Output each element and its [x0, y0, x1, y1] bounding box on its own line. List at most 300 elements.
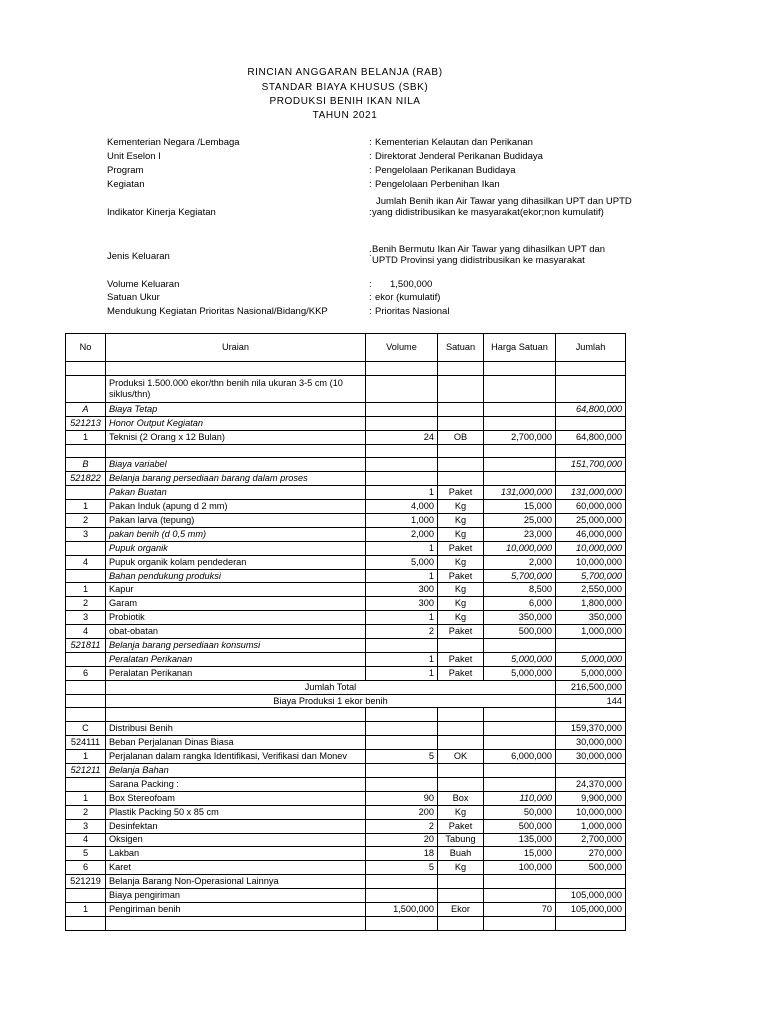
cell-uraian: Jumlah Total: [106, 680, 556, 694]
cell-uraian: Peralatan Perikanan: [106, 666, 366, 680]
cell-no: 1: [66, 430, 106, 444]
cell-jumlah: 131,000,000: [556, 486, 626, 500]
table-row: [66, 416, 626, 430]
cell-jumlah: 2,700,000: [556, 833, 626, 847]
cell-volume: [366, 777, 438, 791]
cell-harga: [484, 375, 556, 402]
header-satuan: Satuan: [438, 334, 484, 362]
cell-jumlah: [556, 375, 626, 402]
cell-uraian: [106, 444, 366, 458]
cell-uraian: Beban Perjalanan Dinas Biasa: [106, 736, 366, 750]
info-value: Jumlah Benih ikan Air Tawar yang dihasilkan UPT dan UPTD yang didistribusikan ke masyarakat(ekor;non kumulatif): [372, 196, 632, 218]
cell-jumlah: 30,000,000: [556, 750, 626, 764]
cell-satuan: [438, 708, 484, 722]
cell-harga: 6,000: [484, 597, 556, 611]
cell-volume: [366, 444, 438, 458]
cell-jumlah: 64,800,000: [556, 402, 626, 416]
table-row: [66, 791, 626, 805]
cell-harga: [484, 458, 556, 472]
cell-volume: 90: [366, 791, 438, 805]
cell-jumlah: 5,000,000: [556, 666, 626, 680]
cell-jumlah: 159,370,000: [556, 722, 626, 736]
cell-harga: [484, 472, 556, 486]
table-row: [66, 861, 626, 875]
cell-satuan: Kg: [438, 500, 484, 514]
cell-volume: 2: [366, 625, 438, 639]
cell-no: [66, 444, 106, 458]
cell-volume: 1: [366, 652, 438, 666]
info-colon: :: [369, 306, 372, 317]
cell-harga: [484, 708, 556, 722]
cell-harga: [484, 764, 556, 778]
cell-harga: [484, 916, 556, 930]
cell-jumlah: 5,000,000: [556, 652, 626, 666]
table-row: [66, 666, 626, 680]
table-row: [66, 916, 626, 930]
cell-volume: 300: [366, 597, 438, 611]
cell-no: [66, 694, 106, 708]
cell-uraian: Biaya variabel: [106, 458, 366, 472]
cell-uraian: Pupuk organik: [106, 541, 366, 555]
cell-satuan: [438, 916, 484, 930]
info-colon: :: [369, 137, 372, 148]
cell-no: 1: [66, 750, 106, 764]
cell-no: 3: [66, 611, 106, 625]
cell-satuan: Paket: [438, 541, 484, 555]
cell-satuan: Tabung: [438, 833, 484, 847]
table-row: [66, 541, 626, 555]
table-row: [66, 805, 626, 819]
cell-no: 6: [66, 861, 106, 875]
cell-jumlah: [556, 916, 626, 930]
cell-no: 521219: [66, 875, 106, 889]
cell-jumlah: 2,550,000: [556, 583, 626, 597]
info-label: Indikator Kinerja Kegiatan: [107, 207, 216, 218]
info-label: Volume Keluaran: [107, 279, 180, 290]
cell-uraian: Peralatan Perikanan: [106, 652, 366, 666]
table-row: [66, 611, 626, 625]
cell-no: 2: [66, 805, 106, 819]
table-row: [66, 472, 626, 486]
info-colon: :: [369, 248, 372, 259]
cell-jumlah: 216,500,000: [556, 680, 626, 694]
cell-uraian: pakan benih (d 0,5 mm): [106, 527, 366, 541]
cell-harga: 500,000: [484, 819, 556, 833]
cell-volume: 18: [366, 847, 438, 861]
table-row: [66, 777, 626, 791]
cell-satuan: Paket: [438, 625, 484, 639]
cell-satuan: Box: [438, 791, 484, 805]
cell-no: 3: [66, 819, 106, 833]
doc-subtitle: STANDAR BIAYA KHUSUS (SBK): [261, 82, 429, 93]
cell-uraian: Biaya Produksi 1 ekor benih: [106, 694, 556, 708]
cell-satuan: Kg: [438, 527, 484, 541]
cell-harga: 6,000,000: [484, 750, 556, 764]
table-row: [66, 639, 626, 653]
header-no: No: [66, 334, 106, 362]
cell-jumlah: 5,700,000: [556, 569, 626, 583]
cell-uraian: Plastik Packing 50 x 85 cm: [106, 805, 366, 819]
info-label: Kementerian Negara /Lembaga: [107, 137, 240, 148]
table-row: [66, 362, 626, 376]
info-colon: :: [369, 151, 372, 162]
cell-harga: [484, 889, 556, 903]
cell-uraian: Belanja barang persediaan barang dalam proses: [106, 472, 366, 486]
cell-satuan: [438, 875, 484, 889]
cell-harga: 100,000: [484, 861, 556, 875]
cell-satuan: Kg: [438, 611, 484, 625]
cell-uraian: Garam: [106, 597, 366, 611]
info-value: 1,500,000: [390, 279, 433, 290]
cell-no: 4: [66, 555, 106, 569]
cell-harga: 2,000: [484, 555, 556, 569]
info-label: Unit Eselon I: [107, 151, 161, 162]
cell-harga: [484, 639, 556, 653]
table-row: [66, 833, 626, 847]
cell-no: 1: [66, 791, 106, 805]
table-row: [66, 500, 626, 514]
info-label: Mendukung Kegiatan Prioritas Nasional/Bidang/KKP: [107, 306, 328, 317]
cell-satuan: [438, 777, 484, 791]
cell-uraian: [106, 916, 366, 930]
cell-uraian: Distribusi Benih: [106, 722, 366, 736]
cell-no: 3: [66, 527, 106, 541]
cell-no: [66, 486, 106, 500]
cell-harga: 5,000,000: [484, 652, 556, 666]
cell-volume: 1: [366, 486, 438, 500]
cell-jumlah: [556, 875, 626, 889]
cell-no: B: [66, 458, 106, 472]
cell-uraian: Lakban: [106, 847, 366, 861]
cell-volume: 200: [366, 805, 438, 819]
cell-no: 524111: [66, 736, 106, 750]
cell-satuan: [438, 362, 484, 376]
cell-volume: 1,000: [366, 514, 438, 528]
cell-no: [66, 916, 106, 930]
cell-volume: [366, 472, 438, 486]
cell-uraian: [106, 708, 366, 722]
table-row: [66, 625, 626, 639]
cell-harga: 2,700,000: [484, 430, 556, 444]
cell-satuan: [438, 736, 484, 750]
table-row: [66, 652, 626, 666]
table-row: [66, 680, 626, 694]
cell-volume: [366, 416, 438, 430]
cell-harga: [484, 777, 556, 791]
cell-satuan: Kg: [438, 861, 484, 875]
cell-harga: 15,000: [484, 500, 556, 514]
table-row: [66, 569, 626, 583]
table-row: [66, 444, 626, 458]
cell-jumlah: 10,000,000: [556, 555, 626, 569]
cell-jumlah: 151,700,000: [556, 458, 626, 472]
cell-volume: [366, 722, 438, 736]
cell-no: 1: [66, 902, 106, 916]
table-row: [66, 750, 626, 764]
cell-no: [66, 652, 106, 666]
cell-satuan: Kg: [438, 514, 484, 528]
cell-harga: 131,000,000: [484, 486, 556, 500]
cell-no: [66, 362, 106, 376]
table-row: [66, 458, 626, 472]
cell-harga: 5,700,000: [484, 569, 556, 583]
cell-volume: 20: [366, 833, 438, 847]
cell-no: 5: [66, 847, 106, 861]
cell-jumlah: 10,000,000: [556, 541, 626, 555]
cell-no: 521822: [66, 472, 106, 486]
cell-harga: 350,000: [484, 611, 556, 625]
cell-jumlah: 144: [556, 694, 626, 708]
cell-no: [66, 569, 106, 583]
table-row: [66, 527, 626, 541]
cell-harga: 500,000: [484, 625, 556, 639]
cell-jumlah: 60,000,000: [556, 500, 626, 514]
info-value: Direktorat Jenderal Perikanan Budidaya: [375, 151, 543, 162]
cell-no: [66, 375, 106, 402]
cell-harga: 10,000,000: [484, 541, 556, 555]
cell-no: 2: [66, 514, 106, 528]
cell-volume: [366, 764, 438, 778]
cell-uraian: Pakan Induk (apung d 2 mm): [106, 500, 366, 514]
cell-no: 1: [66, 583, 106, 597]
cell-uraian: Kapur: [106, 583, 366, 597]
cell-satuan: [438, 889, 484, 903]
cell-jumlah: [556, 708, 626, 722]
cell-harga: [484, 362, 556, 376]
info-label: Jenis Keluaran: [107, 251, 170, 262]
cell-satuan: Kg: [438, 805, 484, 819]
table-row: [66, 486, 626, 500]
table-row: [66, 889, 626, 903]
cell-no: C: [66, 722, 106, 736]
cell-no: 521811: [66, 639, 106, 653]
cell-uraian: Produksi 1.500.000 ekor/thn benih nila ukuran 3-5 cm (10 siklus/thn): [106, 375, 366, 402]
cell-satuan: Paket: [438, 569, 484, 583]
cell-volume: [366, 889, 438, 903]
cell-uraian: Teknisi (2 Orang x 12 Bulan): [106, 430, 366, 444]
info-value: Pengelolaan Perbenihan Ikan: [375, 179, 500, 190]
cell-no: 1: [66, 500, 106, 514]
cell-no: 4: [66, 625, 106, 639]
cell-volume: 1: [366, 666, 438, 680]
cell-no: [66, 889, 106, 903]
cell-uraian: Pakan Buatan: [106, 486, 366, 500]
table-row: [66, 375, 626, 402]
cell-harga: [484, 444, 556, 458]
table-row: [66, 555, 626, 569]
header-harga: Harga Satuan: [484, 334, 556, 362]
cell-uraian: Karet: [106, 861, 366, 875]
table-row: [66, 583, 626, 597]
cell-satuan: Paket: [438, 819, 484, 833]
cell-jumlah: 1,800,000: [556, 597, 626, 611]
table-row: [66, 847, 626, 861]
cell-uraian: Sarana Packing :: [106, 777, 366, 791]
cell-uraian: Probiotik: [106, 611, 366, 625]
cell-jumlah: [556, 472, 626, 486]
cell-jumlah: 1,000,000: [556, 819, 626, 833]
cell-harga: [484, 722, 556, 736]
rab-table: [65, 333, 626, 931]
cell-jumlah: 500,000: [556, 861, 626, 875]
cell-harga: 135,000: [484, 833, 556, 847]
cell-volume: 5: [366, 861, 438, 875]
cell-harga: 70: [484, 902, 556, 916]
cell-jumlah: 105,000,000: [556, 902, 626, 916]
cell-jumlah: 64,800,000: [556, 430, 626, 444]
cell-harga: [484, 416, 556, 430]
cell-volume: [366, 916, 438, 930]
cell-satuan: Paket: [438, 666, 484, 680]
cell-satuan: OB: [438, 430, 484, 444]
table-header-row: [66, 334, 626, 362]
cell-volume: 5: [366, 750, 438, 764]
cell-jumlah: 24,370,000: [556, 777, 626, 791]
cell-uraian: Belanja Bahan: [106, 764, 366, 778]
header-uraian: Uraian: [106, 334, 366, 362]
cell-harga: 8,500: [484, 583, 556, 597]
cell-volume: 5,000: [366, 555, 438, 569]
cell-uraian: Biaya Tetap: [106, 402, 366, 416]
info-label: Satuan Ukur: [107, 292, 160, 303]
cell-harga: 5,000,000: [484, 666, 556, 680]
cell-satuan: [438, 375, 484, 402]
cell-volume: [366, 402, 438, 416]
cell-uraian: Desinfektan: [106, 819, 366, 833]
cell-harga: 110,000: [484, 791, 556, 805]
cell-jumlah: 270,000: [556, 847, 626, 861]
cell-volume: 1: [366, 541, 438, 555]
info-colon: :: [369, 207, 372, 218]
info-colon: :: [369, 165, 372, 176]
info-colon: :: [369, 279, 372, 290]
cell-jumlah: 9,900,000: [556, 791, 626, 805]
cell-satuan: Kg: [438, 555, 484, 569]
cell-jumlah: 350,000: [556, 611, 626, 625]
info-value: Benih Bermutu Ikan Air Tawar yang dihasilkan UPT dan UPTD Provinsi yang didistribusikan ke masyarakat: [372, 244, 606, 266]
table-row: [66, 708, 626, 722]
cell-harga: [484, 875, 556, 889]
cell-volume: 1: [366, 611, 438, 625]
cell-jumlah: 105,000,000: [556, 889, 626, 903]
cell-no: [66, 680, 106, 694]
header-jumlah: Jumlah: [556, 334, 626, 362]
cell-uraian: [106, 362, 366, 376]
cell-no: [66, 777, 106, 791]
cell-harga: 23,000: [484, 527, 556, 541]
cell-volume: [366, 362, 438, 376]
cell-uraian: Pengiriman benih: [106, 902, 366, 916]
cell-volume: [366, 375, 438, 402]
cell-uraian: Honor Output Kegiatan: [106, 416, 366, 430]
cell-satuan: [438, 444, 484, 458]
cell-no: A: [66, 402, 106, 416]
table-row: [66, 875, 626, 889]
cell-jumlah: [556, 416, 626, 430]
cell-volume: 2,000: [366, 527, 438, 541]
cell-no: 2: [66, 597, 106, 611]
info-value: ekor (kumulatif): [375, 292, 441, 303]
cell-harga: 50,000: [484, 805, 556, 819]
cell-satuan: Ekor: [438, 902, 484, 916]
doc-title: RINCIAN ANGGARAN BELANJA (RAB): [247, 67, 443, 78]
table-row: [66, 722, 626, 736]
cell-uraian: Belanja Barang Non-Operasional Lainnya: [106, 875, 366, 889]
table-row: [66, 902, 626, 916]
cell-volume: 300: [366, 583, 438, 597]
cell-satuan: Buah: [438, 847, 484, 861]
cell-volume: [366, 639, 438, 653]
info-label: Kegiatan: [107, 179, 145, 190]
cell-uraian: Pupuk organik kolam pendederan: [106, 555, 366, 569]
cell-volume: [366, 708, 438, 722]
cell-satuan: Kg: [438, 597, 484, 611]
cell-satuan: Paket: [438, 486, 484, 500]
info-value: Kementerian Kelautan dan Perikanan: [375, 137, 533, 148]
cell-uraian: Perjalanan dalam rangka Identifikasi, Verifikasi dan Monev: [106, 750, 366, 764]
cell-no: [66, 541, 106, 555]
info-colon: :: [369, 179, 372, 190]
table-row: [66, 819, 626, 833]
cell-no: 4: [66, 833, 106, 847]
cell-volume: [366, 458, 438, 472]
cell-jumlah: 1,000,000: [556, 625, 626, 639]
cell-satuan: OK: [438, 750, 484, 764]
table-row: [66, 402, 626, 416]
cell-satuan: [438, 639, 484, 653]
cell-volume: 2: [366, 819, 438, 833]
doc-year: TAHUN 2021: [312, 110, 378, 121]
cell-satuan: Kg: [438, 583, 484, 597]
cell-volume: 1,500,000: [366, 902, 438, 916]
cell-satuan: [438, 416, 484, 430]
header-volume: Volume: [366, 334, 438, 362]
cell-satuan: [438, 764, 484, 778]
cell-volume: [366, 736, 438, 750]
cell-harga: [484, 402, 556, 416]
info-value: Pengelolaan Perikanan Budidaya: [375, 165, 516, 176]
cell-satuan: [438, 402, 484, 416]
cell-jumlah: 25,000,000: [556, 514, 626, 528]
cell-volume: 1: [366, 569, 438, 583]
doc-subtitle-2: PRODUKSI BENIH IKAN NILA: [269, 96, 421, 107]
cell-uraian: Pakan larva (tepung): [106, 514, 366, 528]
cell-jumlah: [556, 362, 626, 376]
cell-no: 521213: [66, 416, 106, 430]
cell-volume: 4,000: [366, 500, 438, 514]
cell-jumlah: 30,000,000: [556, 736, 626, 750]
cell-no: 6: [66, 666, 106, 680]
cell-harga: [484, 736, 556, 750]
cell-jumlah: [556, 764, 626, 778]
table-row: [66, 694, 626, 708]
cell-volume: [366, 875, 438, 889]
cell-satuan: [438, 458, 484, 472]
cell-no: 521211: [66, 764, 106, 778]
cell-volume: 24: [366, 430, 438, 444]
cell-uraian: Biaya pengiriman: [106, 889, 366, 903]
table-row: [66, 736, 626, 750]
cell-harga: 25,000: [484, 514, 556, 528]
cell-uraian: obat-obatan: [106, 625, 366, 639]
cell-jumlah: [556, 444, 626, 458]
cell-harga: 15,000: [484, 847, 556, 861]
info-colon: :: [369, 292, 372, 303]
cell-satuan: [438, 722, 484, 736]
cell-uraian: Bahan pendukung produksi: [106, 569, 366, 583]
cell-jumlah: [556, 639, 626, 653]
table-row: [66, 430, 626, 444]
